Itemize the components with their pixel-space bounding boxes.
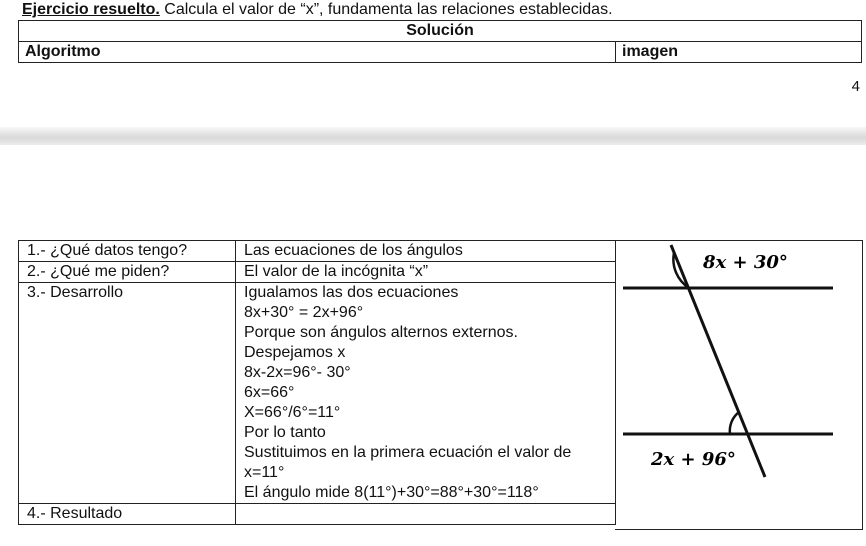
page-separator xyxy=(0,127,866,145)
exercise-title xyxy=(22,1,613,19)
table-row xyxy=(19,504,616,525)
answer-cell xyxy=(236,262,616,283)
bottom-angle-arc xyxy=(730,412,739,434)
solution-steps-table xyxy=(18,240,616,525)
answer-line: 8x-2x=96°- 30° xyxy=(244,364,351,381)
transversal-line xyxy=(671,245,765,477)
answer-line: Igualamos las dos ecuaciones xyxy=(244,284,459,301)
question-cell: 3.- Desarrollo xyxy=(19,283,236,504)
answer-line: Sustituimos en la primera ecuación el valor de xyxy=(244,444,572,461)
question-cell: 4.- Resultado xyxy=(19,504,236,525)
algorithm-label: Algoritmo xyxy=(19,42,616,63)
question-cell: 1.- ¿Qué datos tengo? xyxy=(19,241,236,262)
angle-figure xyxy=(615,240,863,530)
table-row xyxy=(19,241,616,262)
answer-line: 6x=66° xyxy=(244,384,295,401)
answer-line: Despejamos x xyxy=(244,344,346,361)
answer-line: X=66°/6°=11° xyxy=(244,404,341,421)
parallel-lines-diagram xyxy=(615,241,863,531)
top-angle-label: 8x + 30° xyxy=(703,252,788,273)
exercise-title-bold: Ejercicio resuelto. xyxy=(22,1,160,18)
answer-line: Las ecuaciones de los ángulos xyxy=(244,242,463,259)
answer-line: 8x+30° = 2x+96° xyxy=(244,304,364,321)
table-row xyxy=(19,262,616,283)
solution-header-table xyxy=(18,20,862,63)
answer-line: El valor de la incógnita “x” xyxy=(244,263,429,280)
page-number: 4 xyxy=(851,78,860,95)
answer-line: El ángulo mide 8(11°)+30°=88°+30°=118° xyxy=(244,484,539,501)
question-cell: 2.- ¿Qué me piden? xyxy=(19,262,236,283)
answer-line: Porque son ángulos alternos externos. xyxy=(244,324,518,341)
solution-label: Solución xyxy=(19,21,862,42)
answer-cell xyxy=(236,504,616,525)
image-label: imagen xyxy=(616,42,862,63)
answer-cell xyxy=(236,283,616,504)
exercise-title-text: Calcula el valor de “x”, fundamenta las relaciones establecidas. xyxy=(159,1,613,18)
answer-cell xyxy=(236,241,616,262)
table-row xyxy=(19,283,616,504)
bottom-angle-label: 2x + 96° xyxy=(651,449,736,470)
answer-line: Por lo tanto xyxy=(244,424,326,441)
answer-line: x=11° xyxy=(244,464,285,481)
